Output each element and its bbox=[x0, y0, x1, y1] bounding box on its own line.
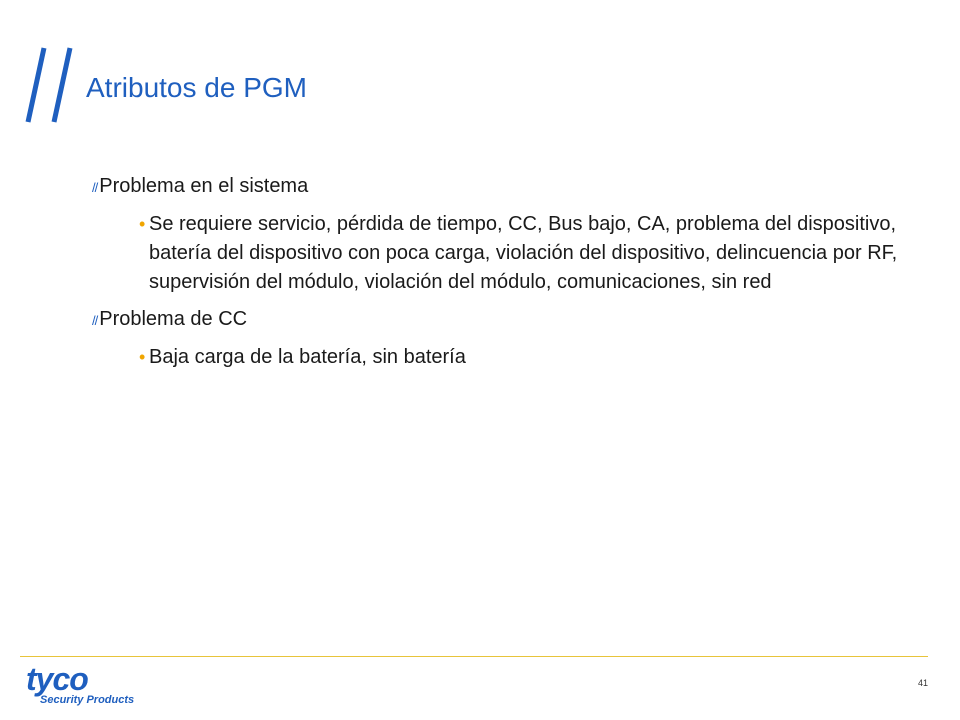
bullet-level1 bbox=[92, 172, 912, 202]
slide-title: Atributos de PGM bbox=[86, 72, 307, 103]
bullet-heading: Problema de CC bbox=[99, 308, 248, 330]
bullet-level2 bbox=[92, 343, 912, 372]
footer-divider bbox=[20, 656, 928, 657]
bullet-level1 bbox=[92, 305, 912, 335]
slide-content bbox=[92, 172, 912, 380]
bullet-text: Baja carga de la batería, sin batería bbox=[149, 346, 466, 368]
bullet-dot: • bbox=[139, 214, 146, 234]
tyco-logo bbox=[26, 661, 176, 712]
bullet-text: Se requiere servicio, pérdida de tiempo, CC, Bus bajo, CA, problema del dispositivo, batería del dispositivo con poca carga, violación del dispositivo, delincuencia por RF, supervisión del módulo, violación del módulo, comunicaciones, sin red bbox=[149, 213, 898, 293]
title-slash-decoration bbox=[22, 42, 86, 128]
bullet-dot: • bbox=[139, 347, 146, 367]
logo-tagline: Security Products bbox=[40, 694, 135, 706]
slash-marker: // bbox=[92, 180, 98, 195]
logo-wordmark: tyco bbox=[26, 661, 88, 697]
page-number: 41 bbox=[917, 678, 928, 688]
bullet-heading: Problema en el sistema bbox=[99, 175, 309, 197]
bullet-level2 bbox=[92, 210, 912, 297]
slash-marker: // bbox=[92, 313, 98, 328]
